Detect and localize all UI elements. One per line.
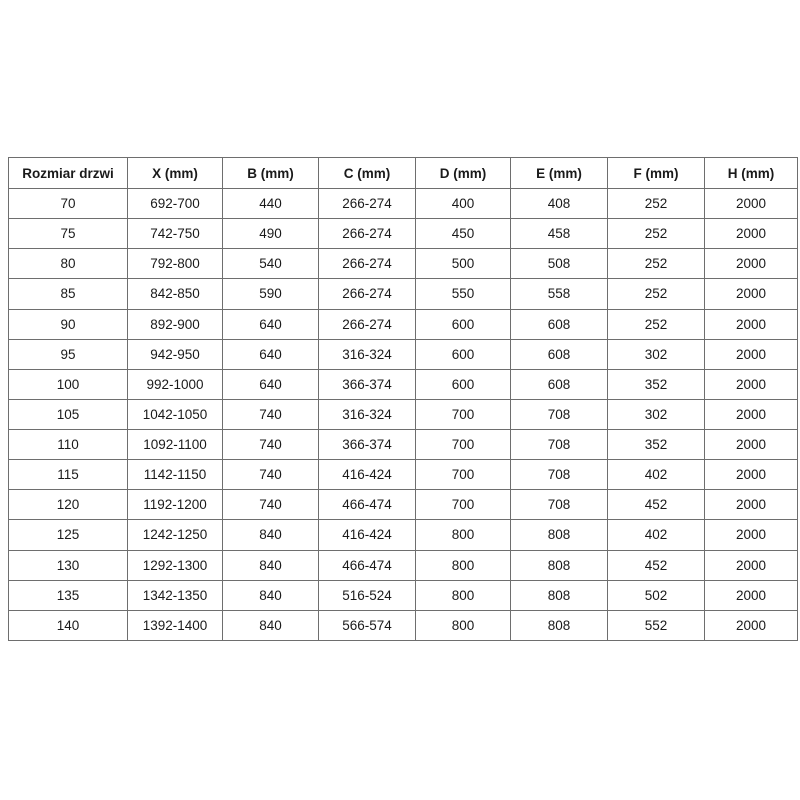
header-d-mm: D (mm)	[416, 158, 511, 189]
table-cell: 252	[608, 309, 705, 339]
table-cell: 2000	[705, 309, 798, 339]
table-cell: 2000	[705, 460, 798, 490]
table-cell: 566-574	[319, 610, 416, 640]
table-cell: 892-900	[128, 309, 223, 339]
table-cell: 450	[416, 219, 511, 249]
table-cell: 808	[511, 520, 608, 550]
header-h-mm: H (mm)	[705, 158, 798, 189]
door-size-spec-table	[8, 157, 798, 641]
table-cell: 808	[511, 610, 608, 640]
table-cell: 2000	[705, 219, 798, 249]
table-cell: 80	[9, 249, 128, 279]
table-cell: 740	[223, 430, 319, 460]
table-cell: 302	[608, 399, 705, 429]
table-cell: 590	[223, 279, 319, 309]
table-cell: 2000	[705, 279, 798, 309]
table-row	[9, 399, 798, 429]
table-cell: 105	[9, 399, 128, 429]
table-cell: 808	[511, 580, 608, 610]
table-cell: 2000	[705, 580, 798, 610]
table-cell: 90	[9, 309, 128, 339]
table-header-row	[9, 158, 798, 189]
table-cell: 490	[223, 219, 319, 249]
table-cell: 135	[9, 580, 128, 610]
table-cell: 2000	[705, 430, 798, 460]
table-row	[9, 249, 798, 279]
table-cell: 452	[608, 490, 705, 520]
table-cell: 316-324	[319, 399, 416, 429]
table-cell: 808	[511, 550, 608, 580]
table-cell: 75	[9, 219, 128, 249]
table-row	[9, 550, 798, 580]
header-x-mm: X (mm)	[128, 158, 223, 189]
table-cell: 792-800	[128, 249, 223, 279]
table-cell: 2000	[705, 339, 798, 369]
table-cell: 416-424	[319, 520, 416, 550]
table-cell: 700	[416, 399, 511, 429]
table-row	[9, 339, 798, 369]
table-cell: 2000	[705, 189, 798, 219]
table-cell: 95	[9, 339, 128, 369]
table-cell: 400	[416, 189, 511, 219]
table-cell: 266-274	[319, 309, 416, 339]
table-cell: 2000	[705, 249, 798, 279]
table-cell: 266-274	[319, 279, 416, 309]
table-cell: 600	[416, 369, 511, 399]
table-row	[9, 610, 798, 640]
table-cell: 640	[223, 309, 319, 339]
table-cell: 1192-1200	[128, 490, 223, 520]
table-cell: 540	[223, 249, 319, 279]
table-cell: 452	[608, 550, 705, 580]
table-cell: 316-324	[319, 339, 416, 369]
header-c-mm: C (mm)	[319, 158, 416, 189]
table-row	[9, 490, 798, 520]
table-cell: 2000	[705, 490, 798, 520]
table-cell: 1342-1350	[128, 580, 223, 610]
table-cell: 1042-1050	[128, 399, 223, 429]
table-cell: 708	[511, 490, 608, 520]
table-cell: 692-700	[128, 189, 223, 219]
table-cell: 550	[416, 279, 511, 309]
table-cell: 252	[608, 189, 705, 219]
table-cell: 558	[511, 279, 608, 309]
table-cell: 466-474	[319, 490, 416, 520]
table-cell: 840	[223, 550, 319, 580]
table-cell: 302	[608, 339, 705, 369]
table-cell: 600	[416, 309, 511, 339]
table-row	[9, 279, 798, 309]
table-row	[9, 189, 798, 219]
table-cell: 800	[416, 610, 511, 640]
table-cell: 252	[608, 279, 705, 309]
table-cell: 800	[416, 580, 511, 610]
table-cell: 740	[223, 460, 319, 490]
table-row	[9, 430, 798, 460]
table-row	[9, 219, 798, 249]
table-cell: 1092-1100	[128, 430, 223, 460]
table-cell: 352	[608, 430, 705, 460]
table-row	[9, 580, 798, 610]
table-cell: 408	[511, 189, 608, 219]
table-cell: 252	[608, 249, 705, 279]
table-cell: 2000	[705, 550, 798, 580]
table-cell: 600	[416, 339, 511, 369]
table-cell: 466-474	[319, 550, 416, 580]
table-cell: 1142-1150	[128, 460, 223, 490]
table-cell: 700	[416, 460, 511, 490]
table-cell: 508	[511, 249, 608, 279]
table-row	[9, 309, 798, 339]
table-cell: 266-274	[319, 219, 416, 249]
table-cell: 266-274	[319, 249, 416, 279]
table-cell: 800	[416, 520, 511, 550]
table-row	[9, 369, 798, 399]
table-row	[9, 460, 798, 490]
table-cell: 130	[9, 550, 128, 580]
header-b-mm: B (mm)	[223, 158, 319, 189]
table-cell: 100	[9, 369, 128, 399]
table-cell: 252	[608, 219, 705, 249]
table-cell: 700	[416, 490, 511, 520]
table-cell: 402	[608, 520, 705, 550]
table-cell: 366-374	[319, 369, 416, 399]
table-cell: 85	[9, 279, 128, 309]
table-cell: 352	[608, 369, 705, 399]
table-cell: 2000	[705, 369, 798, 399]
table-cell: 640	[223, 369, 319, 399]
table-cell: 842-850	[128, 279, 223, 309]
header-rozmiar-drzwi: Rozmiar drzwi	[9, 158, 128, 189]
table-cell: 708	[511, 460, 608, 490]
table-cell: 840	[223, 520, 319, 550]
table-cell: 608	[511, 339, 608, 369]
table-cell: 458	[511, 219, 608, 249]
table-cell: 2000	[705, 399, 798, 429]
table-cell: 500	[416, 249, 511, 279]
table-cell: 840	[223, 580, 319, 610]
table-cell: 125	[9, 520, 128, 550]
table-cell: 1242-1250	[128, 520, 223, 550]
table-cell: 992-1000	[128, 369, 223, 399]
table-cell: 110	[9, 430, 128, 460]
table-cell: 742-750	[128, 219, 223, 249]
table-cell: 708	[511, 399, 608, 429]
table-cell: 2000	[705, 520, 798, 550]
table-cell: 402	[608, 460, 705, 490]
table-cell: 708	[511, 430, 608, 460]
table-cell: 552	[608, 610, 705, 640]
table-cell: 266-274	[319, 189, 416, 219]
table-row	[9, 520, 798, 550]
table-cell: 800	[416, 550, 511, 580]
table-cell: 120	[9, 490, 128, 520]
table-cell: 1392-1400	[128, 610, 223, 640]
table-body	[9, 189, 798, 641]
table-cell: 640	[223, 339, 319, 369]
table-cell: 740	[223, 490, 319, 520]
table-cell: 740	[223, 399, 319, 429]
table-cell: 840	[223, 610, 319, 640]
table-cell: 608	[511, 369, 608, 399]
table-cell: 608	[511, 309, 608, 339]
table-cell: 115	[9, 460, 128, 490]
header-e-mm: E (mm)	[511, 158, 608, 189]
table-cell: 502	[608, 580, 705, 610]
table-cell: 366-374	[319, 430, 416, 460]
table-cell: 516-524	[319, 580, 416, 610]
table-cell: 416-424	[319, 460, 416, 490]
table-cell: 440	[223, 189, 319, 219]
table-cell: 70	[9, 189, 128, 219]
table-cell: 140	[9, 610, 128, 640]
table-cell: 2000	[705, 610, 798, 640]
table-cell: 1292-1300	[128, 550, 223, 580]
table-cell: 700	[416, 430, 511, 460]
header-f-mm: F (mm)	[608, 158, 705, 189]
table-cell: 942-950	[128, 339, 223, 369]
